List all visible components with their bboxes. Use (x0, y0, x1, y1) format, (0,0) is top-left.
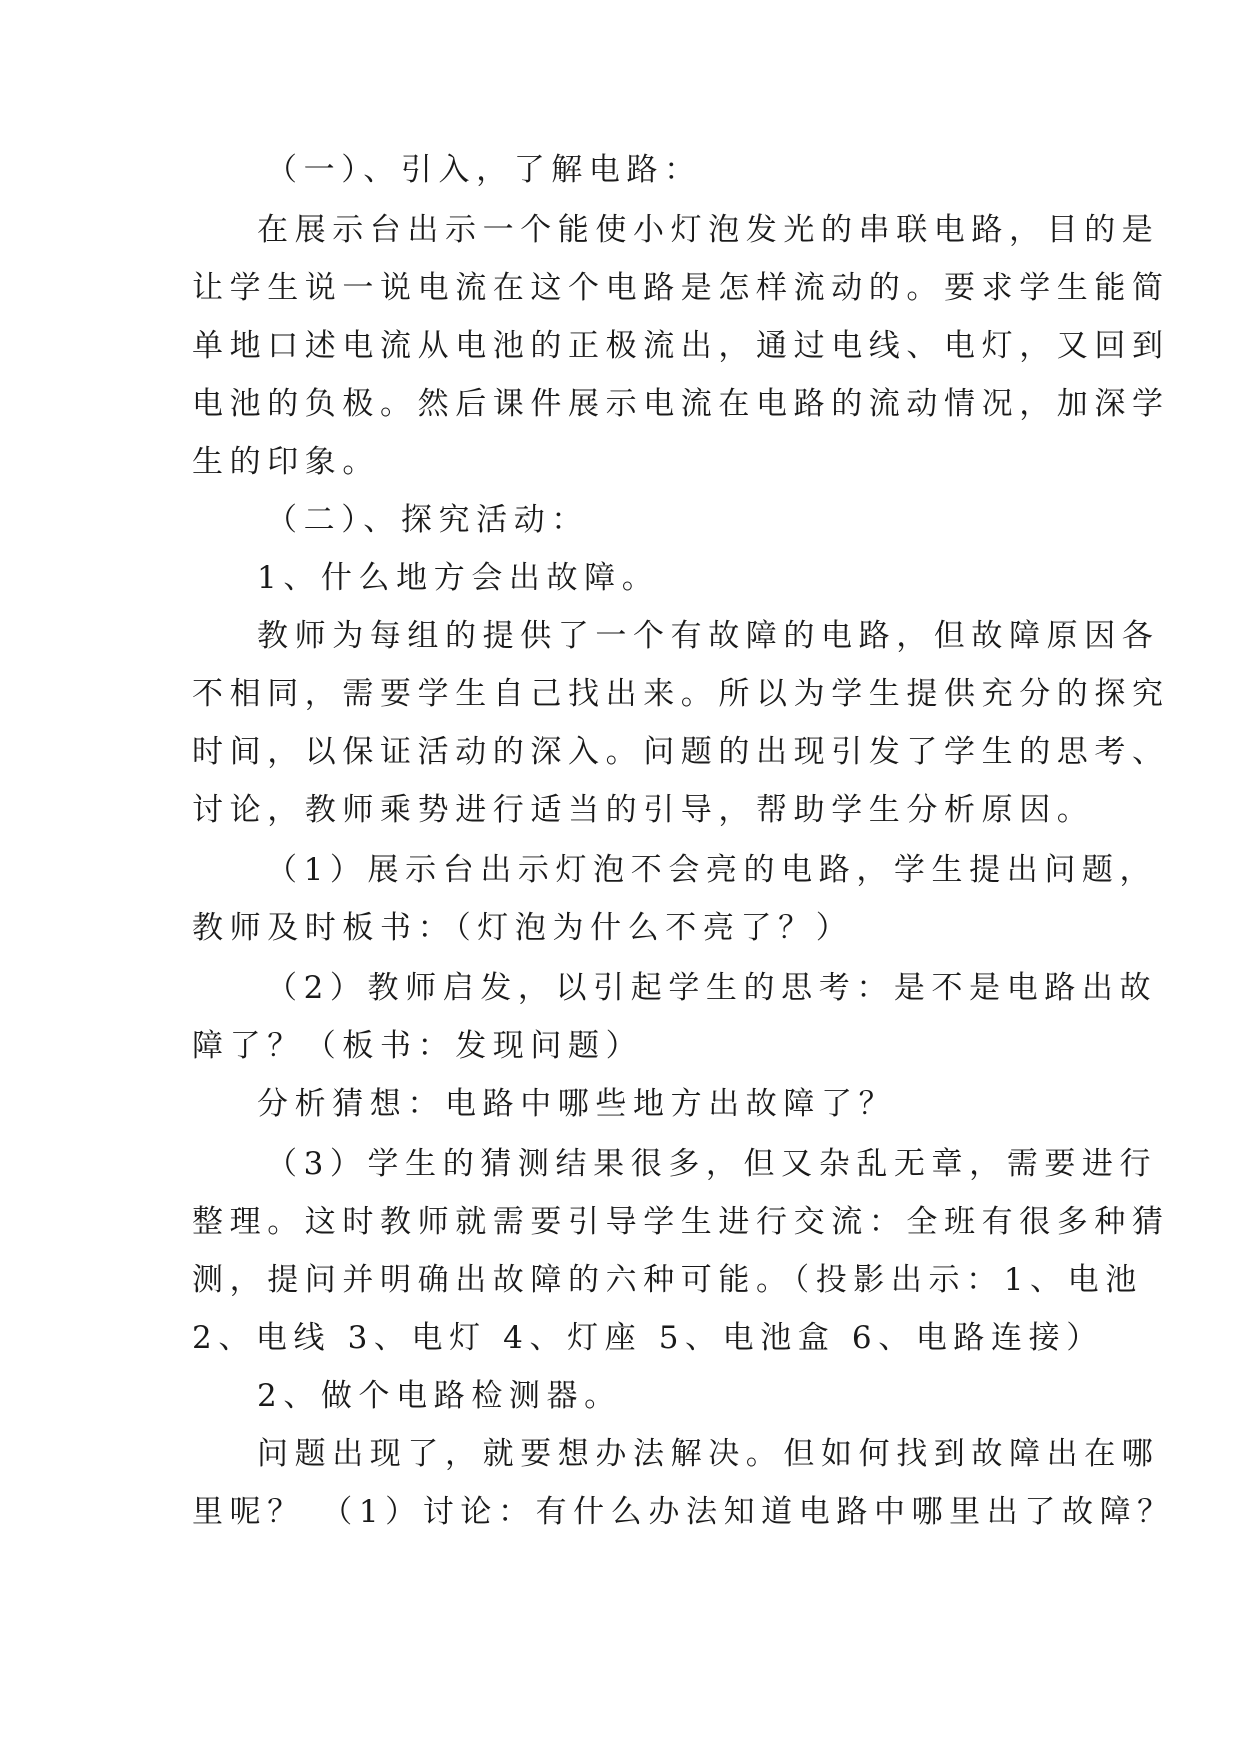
paragraph-line: 在展示台出示一个能使小灯泡发光的串联电路，目的是 (257, 212, 1160, 248)
paragraph-line: 讨论，教师乘势进行适当的引导，帮助学生分析原因。 (192, 792, 1095, 828)
paragraph-line: 单地口述电流从电池的正极流出，通过电线、电灯，又回到 (192, 328, 1170, 364)
paragraph-line: 电池的负极。然后课件展示电流在电路的流动情况，加深学 (192, 386, 1170, 422)
paragraph-line: 2、电线 3、电灯 4、灯座 5、电池盒 6、电路连接） (192, 1320, 1104, 1356)
paragraph-line: 分析猜想：电路中哪些地方出故障了？ (257, 1086, 897, 1122)
paragraph-line: 时间，以保证活动的深入。问题的出现引发了学生的思考、 (192, 734, 1170, 770)
paragraph-line: 教师为每组的提供了一个有故障的电路，但故障原因各 (257, 618, 1160, 654)
subheading-circuit-tester: 2、做个电路检测器。 (257, 1378, 622, 1414)
paragraph-line: 教师及时板书：（灯泡为什么不亮了？） (192, 910, 854, 946)
paragraph-line: 里呢？ （1）讨论：有什么办法知道电路中哪里出了故障？ (192, 1494, 1175, 1530)
paragraph-line: 问题出现了，就要想办法解决。但如何找到故障出在哪 (257, 1436, 1160, 1472)
subheading-fault-location: 1、什么地方会出故障。 (257, 560, 660, 596)
paragraph-line: 障了？（板书：发现问题） (192, 1028, 644, 1064)
paragraph-line: 不相同，需要学生自己找出来。所以为学生提供充分的探究 (192, 676, 1170, 712)
paragraph-line: 生的印象。 (192, 444, 380, 480)
paragraph-line: 整理。这时教师就需要引导学生进行交流：全班有很多种猜 (192, 1204, 1170, 1240)
paragraph-line: 测，提问并明确出故障的六种可能。（投影出示：1、电池 (192, 1262, 1143, 1298)
paragraph-line: （2）教师启发，以引起学生的思考：是不是电路出故 (266, 970, 1158, 1006)
paragraph-line: （3）学生的猜测结果很多，但又杂乱无章，需要进行 (266, 1146, 1158, 1182)
section-heading-intro: （一）、引入，了解电路： (266, 152, 702, 188)
paragraph-line: （1）展示台出示灯泡不会亮的电路，学生提出问题， (266, 852, 1158, 888)
section-heading-activity: （二）、探究活动： (266, 502, 589, 538)
paragraph-line: 让学生说一说电流在这个电路是怎样流动的。要求学生能简 (192, 270, 1170, 306)
